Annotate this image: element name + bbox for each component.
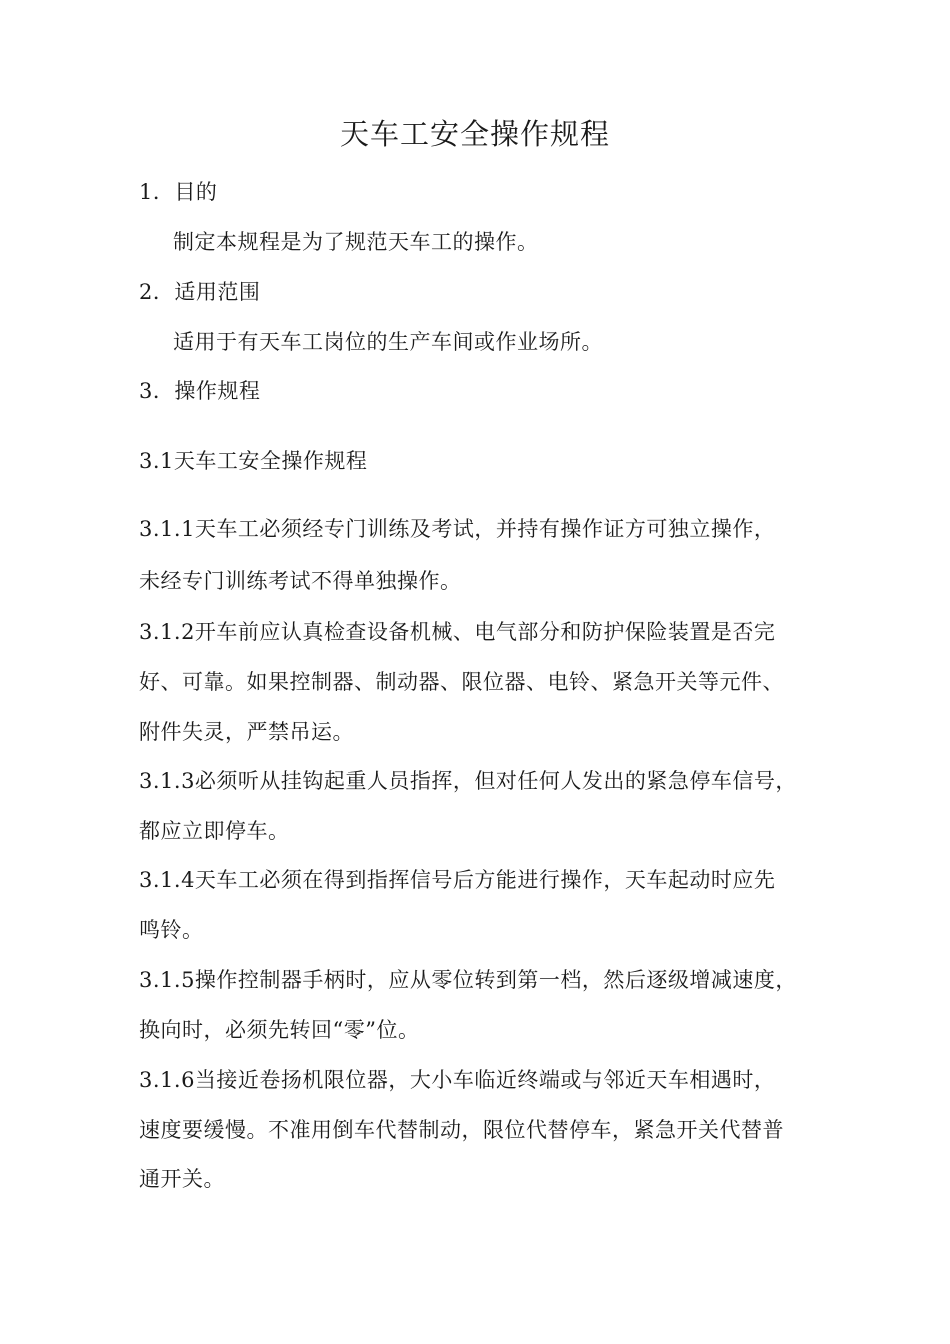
paragraph-line: 换向时，必须先转回“零”位。 — [139, 1018, 420, 1042]
paragraph-line: 都应立即停车。 — [139, 819, 290, 843]
paragraph-line: 3.1.3必须听从挂钩起重人员指挥，但对任何人发出的紧急停车信号， — [139, 769, 797, 793]
subsection-heading-3-1: 3.1天车工安全操作规程 — [139, 449, 368, 473]
paragraph-line: 3.1.6当接近卷扬机限位器，大小车临近终端或与邻近天车相遇时， — [139, 1068, 776, 1092]
section-heading-procedures: 3．操作规程 — [139, 379, 261, 403]
paragraph-line: 3.1.4天车工必须在得到指挥信号后方能进行操作，天车起动时应先 — [139, 868, 776, 892]
paragraph-scope: 适用于有天车工岗位的生产车间或作业场所。 — [173, 330, 603, 354]
paragraph-line: 未经专门训练考试不得单独操作。 — [139, 569, 462, 593]
paragraph-line: 好、可靠。如果控制器、制动器、限位器、电铃、紧急开关等元件、 — [139, 670, 784, 694]
paragraph-line: 3.1.2开车前应认真检查设备机械、电气部分和防护保险装置是否完 — [139, 620, 776, 644]
paragraph-line: 通开关。 — [139, 1167, 225, 1191]
section-heading-purpose: 1．目的 — [139, 180, 218, 204]
document-title: 天车工安全操作规程 — [339, 117, 610, 151]
paragraph-purpose: 制定本规程是为了规范天车工的操作。 — [173, 230, 539, 254]
paragraph-line: 鸣铃。 — [139, 918, 204, 942]
paragraph-line: 3.1.5操作控制器手柄时，应从零位转到第一档，然后逐级增减速度， — [139, 968, 797, 992]
paragraph-line: 3.1.1天车工必须经专门训练及考试，并持有操作证方可独立操作， — [139, 517, 776, 541]
section-heading-scope: 2．适用范围 — [139, 280, 261, 304]
paragraph-line: 附件失灵，严禁吊运。 — [139, 720, 354, 744]
paragraph-line: 速度要缓慢。不准用倒车代替制动，限位代替停车，紧急开关代替普 — [139, 1118, 784, 1142]
